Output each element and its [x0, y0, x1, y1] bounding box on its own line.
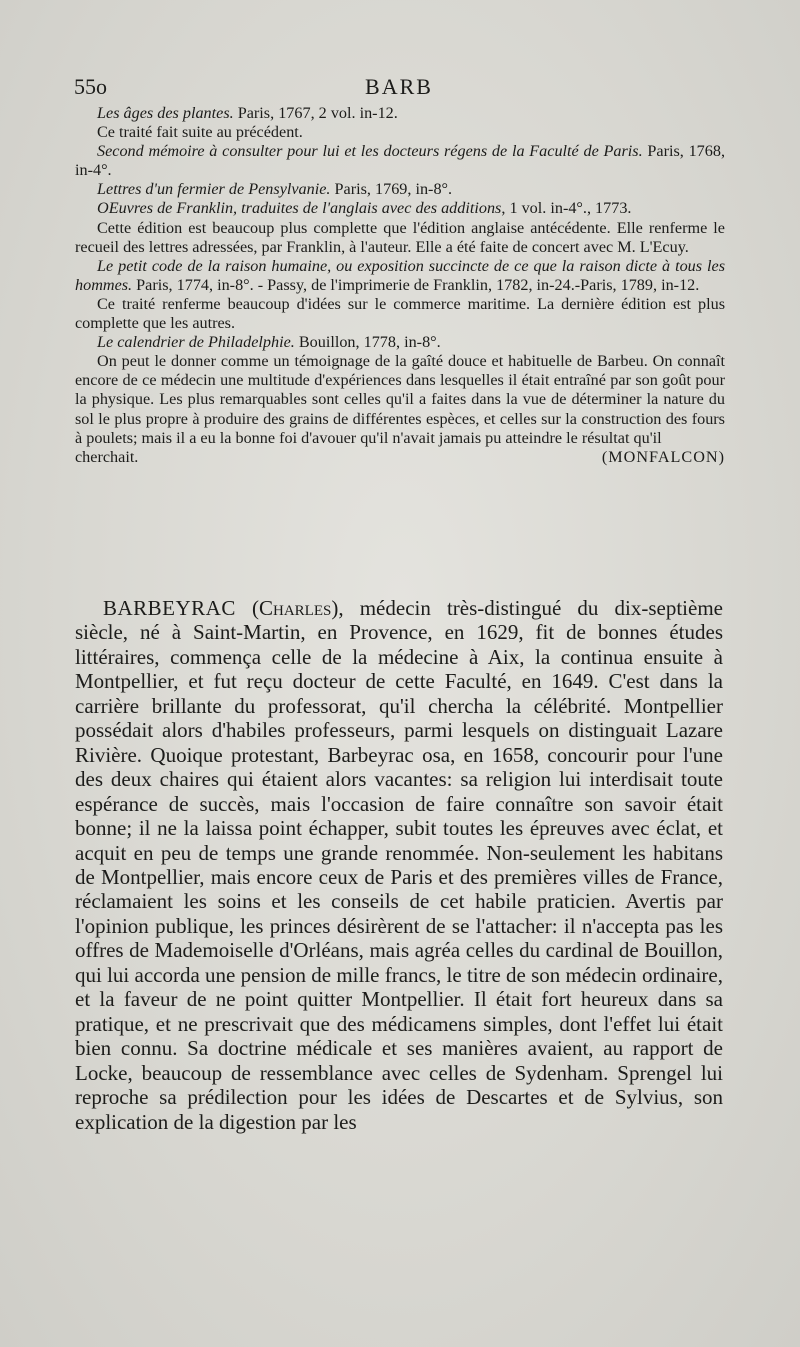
closing-note: On peut le donner comme un témoignage de la gaîté douce et habituelle de Barbeu. On connaît encore de ce médecin une multitude d'expériences dans lesquelles il était entraîné par son goût pour la physique. Les plus remarquables sont celles qu'il a faites dans la vue de déterminer la nature du sol le plus propre à produire des grains de différentes espèces, et celles sur la construction des fours à poulets; mais il a eu la bonne foi d'avouer qu'il n'avait jamais pu atteindre le résultat qu'il	[75, 352, 725, 447]
bibliography-entry	[75, 257, 725, 295]
bibliography-note: Cette édition est beaucoup plus complette que l'édition anglaise antécédente. Elle renferme le recueil des lettres adressées, par Franklin, à l'auteur. Elle a été faite de concert avec M. L'Ecuy.	[75, 218, 725, 256]
bibliography-entry	[75, 104, 725, 123]
bibliography-entry	[75, 142, 725, 180]
open-paren: (	[235, 596, 259, 620]
work-details: , 1 vol. in-4°., 1773.	[501, 199, 632, 218]
close-paren: )	[331, 596, 339, 620]
closing-tail: cherchait.	[75, 447, 139, 466]
article-barbeyrac	[75, 596, 723, 1134]
work-title: OEuvres de Franklin, traduites de l'anglais avec des additions	[97, 199, 502, 218]
bibliography-entry	[75, 180, 725, 199]
bibliography-note: Ce traité fait suite au précédent.	[97, 123, 303, 142]
work-details: Bouillon, 1778, in-8°.	[294, 333, 441, 352]
bibliography-note: Ce traité renferme beaucoup d'idées sur le commerce maritime. La dernière édition est plus complette que les autres.	[75, 294, 725, 333]
article-paragraph	[75, 596, 723, 1134]
author-signature: (MONFALCON)	[601, 447, 725, 466]
article-text: , médecin très-distingué du dix-septième siècle, né à Saint-Martin, en Provence, en 1629, fit de bonnes études littéraires, commença celle de la médecine à Aix, la continua ensuite à Montpellier, et fut reçu docteur de cette Faculté, en 1649. C'est dans la carrière brillante du professorat, qu'il chercha la célébrité. Montpellier possédait alors d'habiles professeurs, parmi lesquels on distinguait Lazare Rivière. Quoique protestant, Barbeyrac osa, en 1658, concourir pour l'une des deux chaires qui étaient alors vacantes: sa religion lui interdisait toute espérance de succès, mais l'occasion de faire connaître son savoir était bonne; il ne la laissa point échapper, subit toutes les épreuves avec éclat, et acquit en peu de temps une grande renommée. Non-seulement les habitans de Montpellier, mais encore ceux de Paris et des premières villes de France, réclamaient les soins et les conseils de cet habile praticien. Avertis par l'opinion publique, les princes désirèrent de se l'attacher: il n'accepta pas les offres de Mademoiselle d'Orléans, mais agréa celles du cardinal de Bouillon, qui lui accorda une pension de mille francs, le titre de son médecin ordinaire, et la faveur de ne point quitter Montpellier. Il était fort heureux dans sa pratique, et ne prescrivait que des médicamens simples, dont l'effet lui était bien connu. Sa doctrine médicale et ses manières avaient, au rapport de Locke, beaucoup de ressemblance avec celles de Sydenham. Sprengel lui reproche sa prédilection pour les idées de Descartes et de Sylvius, son explication de la digestion par les	[75, 596, 723, 1134]
work-title: Lettres d'un fermier de Pensylvanie.	[97, 180, 331, 199]
work-details: Paris, 1769, in-8°.	[330, 180, 453, 199]
page-number: 55o	[74, 74, 107, 99]
bibliography-entry	[75, 333, 725, 352]
work-title: Le petit code de la raison humaine, ou exposition succincte de ce que la raison dicte à tous les hommes.	[75, 256, 725, 294]
work-title: Les âges des plantes.	[97, 104, 234, 122]
work-title: Second mémoire à consulter pour lui et les docteurs régens de la Faculté de Paris.	[97, 142, 643, 161]
work-title: Le calendrier de Philadelphie.	[97, 333, 295, 352]
work-details: Paris, 1767, 2 vol. in-12.	[233, 104, 398, 122]
article-surname: BARBEYRAC	[103, 596, 236, 620]
article-forename: Charles	[258, 596, 332, 620]
bibliography-block	[75, 104, 725, 467]
running-head: BARB	[365, 74, 433, 99]
work-details: Paris, 1774, in-8°. - Passy, de l'imprimerie de Franklin, 1782, in-24.-Paris, 1789, in-12.	[132, 275, 700, 294]
closing-signature-line	[75, 448, 725, 467]
work-details: Paris, 1768, in-4°.	[75, 142, 725, 180]
page-header	[74, 74, 724, 104]
bibliography-entry	[75, 199, 725, 218]
